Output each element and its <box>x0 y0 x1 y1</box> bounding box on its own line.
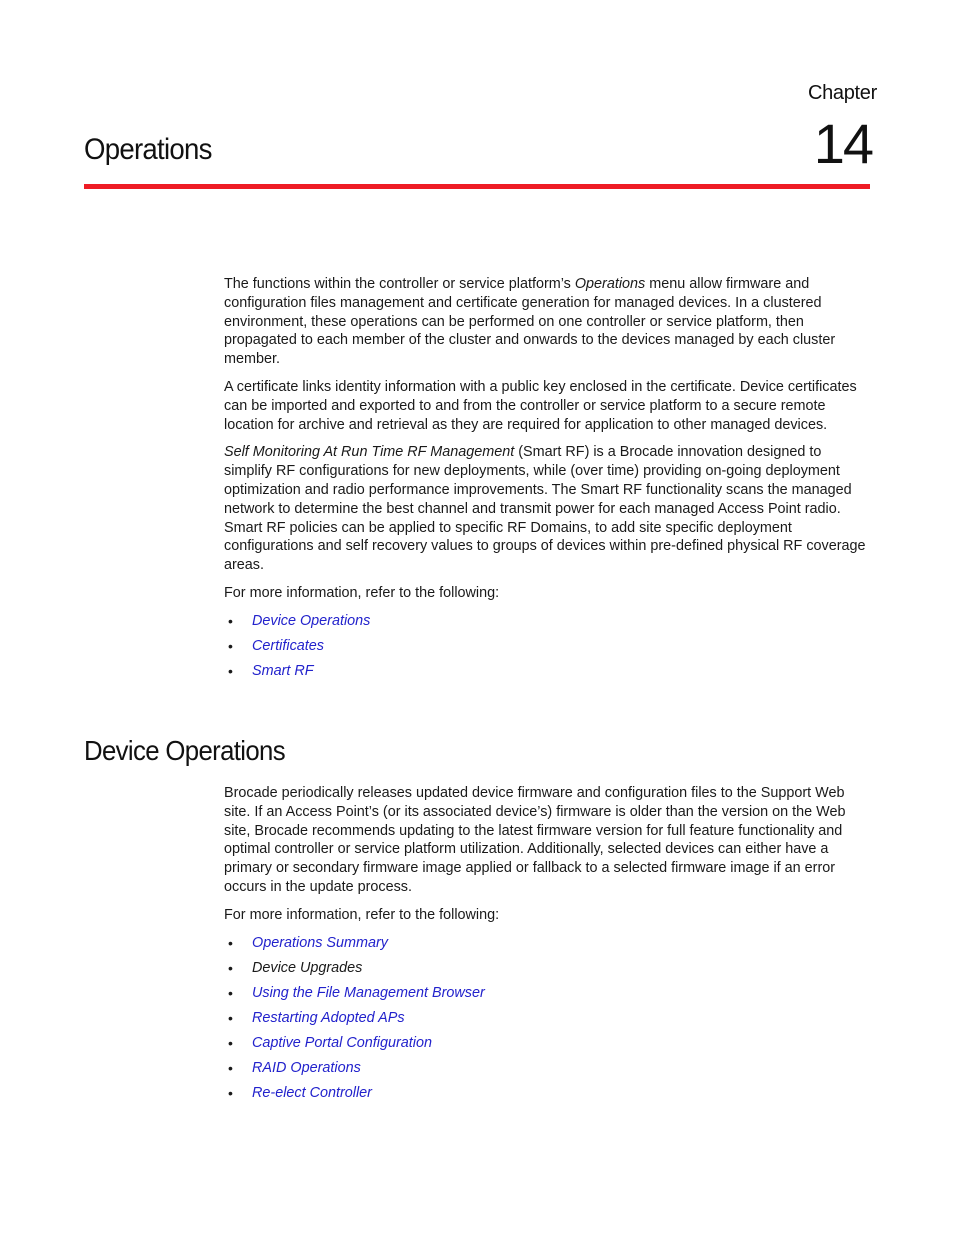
section-body <box>224 784 870 1109</box>
intro-paragraph-2: A certificate links identity information with a public key enclosed in the certificate. Device certificates can be imported and exported to and from the controller or service platform to a secure remote location for archive and retrieval as they are required for application to other managed devices. <box>224 378 857 433</box>
list-item <box>224 612 870 637</box>
chapter-title: Operations <box>84 133 212 166</box>
bullet-icon: • <box>228 934 233 951</box>
bullet-icon: • <box>228 959 233 976</box>
link-file-management-browser[interactable]: Using the File Management Browser <box>252 984 485 1001</box>
section-title: Device Operations <box>84 735 285 766</box>
intro-paragraph-3 <box>224 443 870 575</box>
bullet-icon: • <box>228 1059 233 1076</box>
bullet-icon: • <box>228 1084 233 1101</box>
bullet-icon: • <box>228 612 233 629</box>
intro-paragraph-1 <box>224 275 870 369</box>
bullet-icon: • <box>228 1009 233 1026</box>
link-re-elect-controller[interactable]: Re-elect Controller <box>252 1084 372 1101</box>
chapter-number: 14 <box>813 112 872 175</box>
operations-menu-term: Operations <box>574 276 646 292</box>
bullet-icon: • <box>228 1034 233 1051</box>
list-item <box>224 1059 870 1084</box>
chapter-title-rule <box>84 184 870 189</box>
link-operations-summary[interactable]: Operations Summary <box>252 934 388 951</box>
device-upgrades-text: Device Upgrades <box>252 959 363 976</box>
list-item <box>224 984 870 1009</box>
intro-paragraph-1-text: The functions within the controller or service platform’s <box>224 276 575 292</box>
intro-more-info: For more information, refer to the following: <box>224 584 500 601</box>
link-smart-rf[interactable]: Smart RF <box>252 662 314 679</box>
smart-rf-term: Self Monitoring At Run Time RF Management <box>224 444 515 461</box>
bullet-icon: • <box>228 662 233 679</box>
list-item <box>224 959 870 984</box>
section-more-info: For more information, refer to the following: <box>224 906 500 923</box>
intro-paragraph-3-text: (Smart RF) is a Brocade innovation designed to simplify RF configurations for new deployments, while (over time) providing on-going deployment optimization and radio performance improvements. The Smart RF functionality scans the managed network to determine the best channel and transmit power for each managed Access Point radio. Smart RF policies can be applied to specific RF Domains, to add site specific deployment configurations and self recovery values to groups of devices within pre-defined physical RF coverage areas. <box>224 444 866 574</box>
intro-paragraph-1-text-cont: menu allow firmware and configuration files management and certificate generation for managed devices. In a clustered environment, these operations can be performed on one controller or service platform, then propagated to each member of the cluster and onwards to the devices managed by each cluster member. <box>224 276 836 368</box>
intro-body <box>224 275 870 687</box>
list-item <box>224 1084 870 1109</box>
link-restarting-adopted-aps[interactable]: Restarting Adopted APs <box>252 1009 405 1026</box>
link-certificates[interactable]: Certificates <box>252 637 324 654</box>
chapter-label: Chapter <box>807 82 877 104</box>
bullet-icon: • <box>228 637 233 654</box>
intro-link-list <box>224 612 870 687</box>
section-link-list <box>224 934 870 1109</box>
list-item <box>224 1034 870 1059</box>
list-item <box>224 637 870 662</box>
link-raid-operations[interactable]: RAID Operations <box>252 1059 361 1076</box>
link-device-operations[interactable]: Device Operations <box>252 612 371 629</box>
list-item <box>224 662 870 687</box>
list-item <box>224 1009 870 1034</box>
section-paragraph-1: Brocade periodically releases updated device firmware and configuration files to the Support Web site. If an Access Point’s (or its associated device’s) firmware is older than the version on the Web site, Brocade recommends updating to the latest firmware version for full feature functionality and optimal controller or service platform utilization. Additionally, selected devices can either have a primary or secondary firmware image applied or fallback to a selected firmware image if an error occurs in the update process. <box>224 785 846 895</box>
bullet-icon: • <box>228 984 233 1001</box>
link-captive-portal-configuration[interactable]: Captive Portal Configuration <box>252 1034 432 1051</box>
list-item <box>224 934 870 959</box>
